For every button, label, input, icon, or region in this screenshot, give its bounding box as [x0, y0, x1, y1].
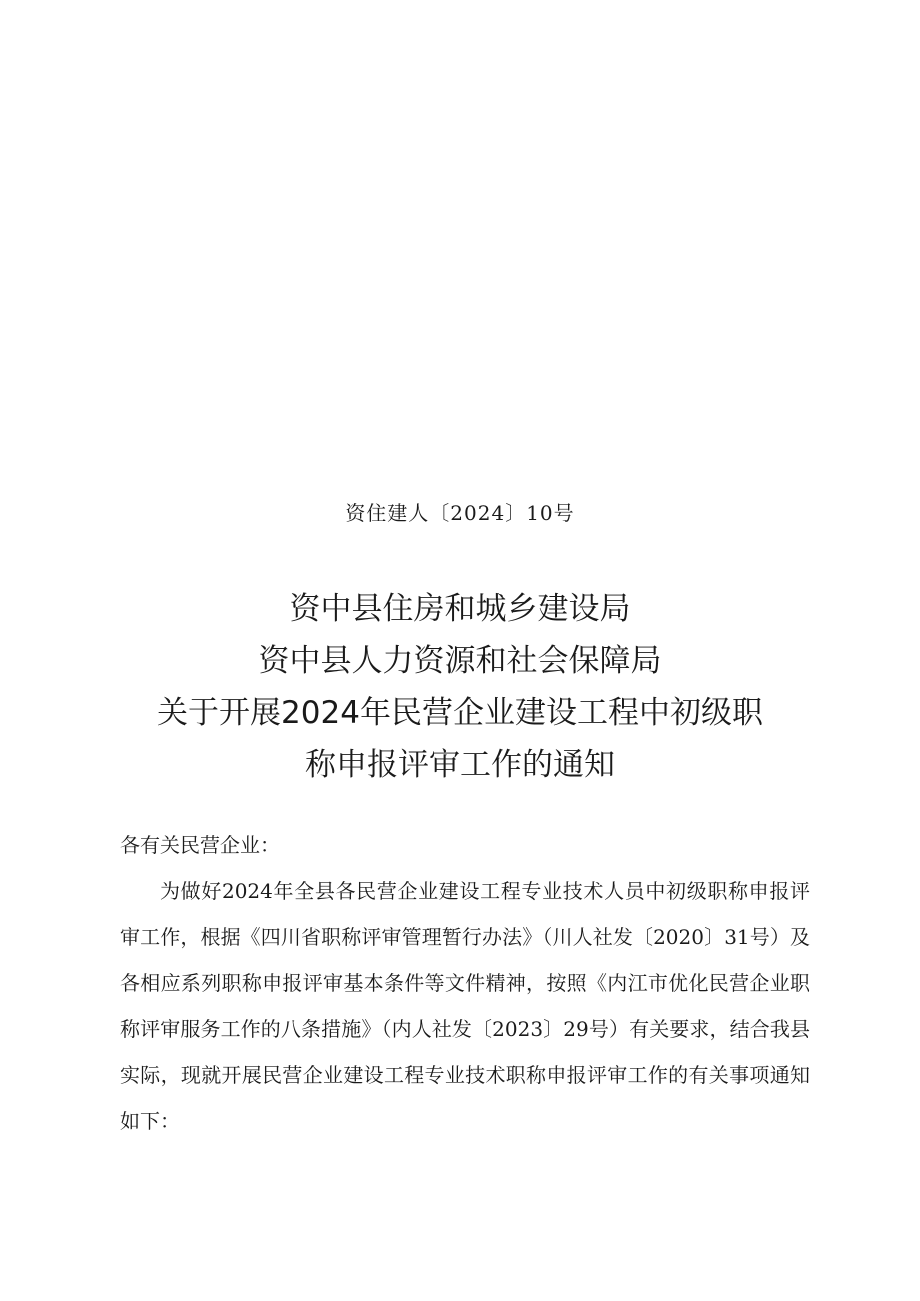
title-line-3: 关于开展2024年民营企业建设工程中初级职 — [157, 695, 763, 731]
salutation: 各有关民营企业： — [120, 833, 280, 857]
title-line-4: 称申报评审工作的通知 — [305, 747, 615, 783]
title-line-2: 资中县人力资源和社会保障局 — [258, 643, 662, 679]
title-line-1: 资中县住房和城乡建设局 — [289, 591, 631, 627]
document-title — [120, 583, 800, 791]
document-number: 资住建人〔2024〕10号 — [345, 501, 575, 525]
body-paragraph: 为做好2024年全县各民营企业建设工程专业技术人员中初级职称申报评审工作，根据《四川省职称评审管理暂行办法》（川人社发〔2020〕31号）及各相应系列职称申报评审基本条件等文件精神，按照《内江市优化民营企业职称评审服务工作的八条措施》（内人社发〔2023〕29号）有关要求，结合我县实际，现就开展民营企业建设工程专业技术职称申报评审工作的有关事项通知如下： — [120, 879, 810, 1133]
